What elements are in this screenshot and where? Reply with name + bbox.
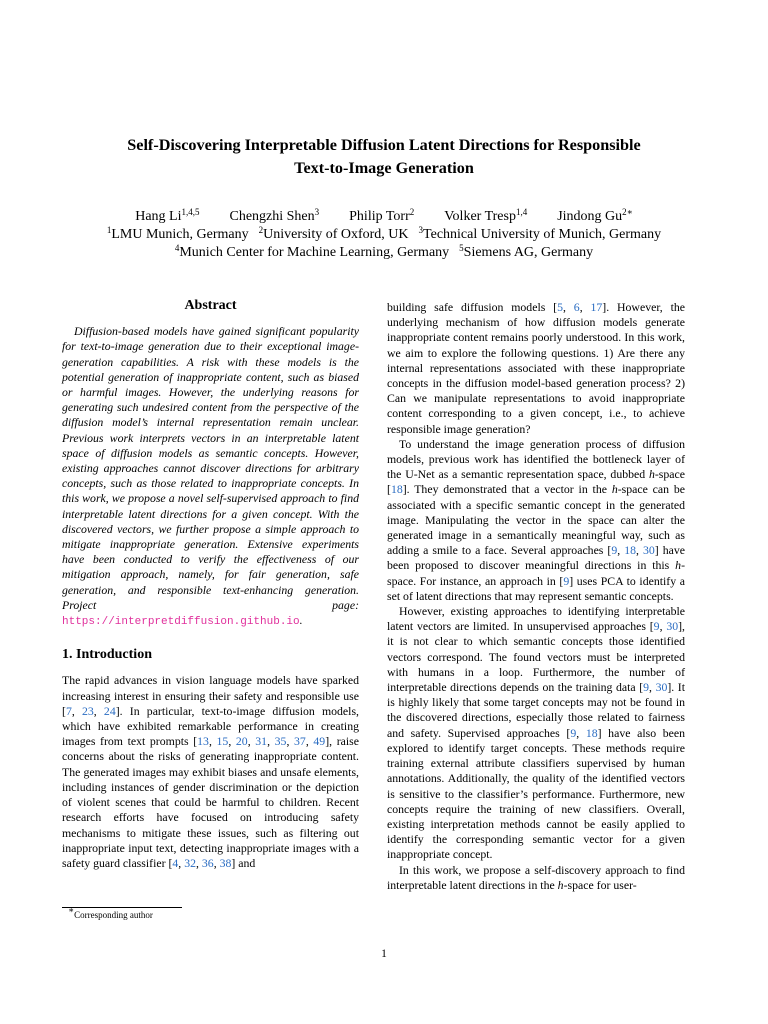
citation[interactable]: 30: [642, 543, 655, 558]
left-column: [62, 298, 359, 871]
author-names: [40, 208, 728, 226]
affiliation-name: LMU Munich, Germany: [111, 227, 249, 242]
affiliation-mark: 4: [174, 243, 180, 253]
affiliation-mark: 5: [459, 243, 464, 253]
paper-title: [60, 134, 708, 180]
author-affiliation-mark: 1,4,5: [181, 207, 200, 217]
author-affiliation-mark: 2∗: [622, 207, 633, 217]
citation[interactable]: 24: [103, 703, 116, 718]
right-column: [387, 300, 685, 893]
citation[interactable]: 18: [624, 543, 637, 558]
citation[interactable]: 20: [235, 734, 248, 749]
affiliation: [107, 227, 249, 242]
citation[interactable]: 30: [666, 619, 679, 634]
author-affiliation-mark: 2: [409, 207, 415, 217]
math-symbol: h: [611, 482, 618, 497]
math-symbol: h: [557, 877, 564, 892]
citation[interactable]: 30: [655, 680, 668, 695]
citation[interactable]: 9: [611, 543, 618, 558]
author-affiliation-mark: 3: [314, 207, 320, 217]
affiliation-mark: 3: [418, 225, 424, 235]
abstract-heading: Abstract: [184, 298, 237, 313]
affiliation: [459, 245, 593, 260]
affiliation-name: Munich Center for Machine Learning, Germany: [179, 245, 450, 260]
citation[interactable]: 32: [184, 855, 196, 870]
footnote-mark: ∗: [68, 905, 75, 915]
affiliation: [175, 245, 449, 260]
citation[interactable]: 7: [65, 703, 72, 718]
author-name: Chengzhi Shen$^3$: [229, 207, 320, 224]
author-affiliation-mark: 1,4: [515, 207, 528, 217]
citation[interactable]: 9: [653, 619, 660, 634]
citation[interactable]: 6: [573, 300, 580, 314]
citation[interactable]: 4: [172, 855, 179, 870]
citation[interactable]: 35: [274, 734, 287, 749]
affiliation-name: Siemens AG, Germany: [463, 245, 594, 260]
math-symbol: h: [675, 558, 682, 573]
intro-paragraph-1: The rapid advances in vision language models have sparked increasing interest in ensuring their safety and responsible use [7, 23, 24]. In particular, text-to-image diffusion models, which have exhibited remarkable performance in creating images from text prompts [13, 15, 20, 31, 35, 37, 49], raise concerns about the risks of generating inappropriate content. The generated images may exhibit biases and unsafe elements, including instances of gender discrimination or the depiction of violent scenes that could be harmful to children. Recent research efforts have focused on introducing safety mechanisms to mitigate these issues, such as filtering out inappropriate input text, detecting inappropriate images with a safety guard classifier [4, 32, 36, 38] and: [62, 673, 359, 870]
author-name: Volker Tresp$^{1,4}$: [444, 207, 528, 224]
citation[interactable]: 9: [570, 725, 577, 740]
right-paragraph-1: building safe diffusion models [5, 6, 17]. However, the underlying mechanism of how diffusion models generate inappropriate content remains poorly understood. In this work, we aim to explore the following questions. 1) Are there any internal representations associated with these inappropriate concepts in the diffusion model-based generation process? 2) Can we manipulate representations to avoid inappropriate content corresponding to a given concept, i.e., to achieve responsible image generation?: [387, 300, 685, 436]
citation[interactable]: 9: [643, 680, 650, 695]
citation[interactable]: 36: [201, 855, 214, 870]
right-paragraph-2: To understand the image generation process of diffusion models, previous work has identified the bottleneck layer of the U-Net as a semantic representation space, dubbed h-space [18]. They demonstrated that a vector in the h-space can be associated with a specific semantic concept in the generated image. Manipulating the vector in the space can alter the generated image in a semantically meaningful way, such as adding a smile to a face. Several approaches [9, 18, 30] have been proposed to discover meaningful directions in this h-space. For instance, an approach in [9] uses PCA to identify a set of latent directions that may represent semantic concepts.: [387, 436, 686, 603]
citation[interactable]: 18: [390, 482, 403, 497]
citation[interactable]: 18: [585, 725, 598, 740]
affiliation-mark: 2: [258, 225, 264, 235]
introduction-heading: 1. Introduction: [62, 647, 152, 663]
affiliations-line-1: [40, 226, 728, 244]
abstract-body: Diffusion-based models have gained significant popularity for text-to-image generation due to their exceptional image-generation capabilities. A risk with these models is the potential generation of inappropriate content, such as biased or harmful images. However, the underlying reasons for generating such undesired content from the perspective of the diffusion model’s internal representation remain unclear. Previous work interprets vectors in an interpretable latent space of diffusion models as semantic concepts. However, existing approaches cannot discover directions for arbitrary concepts, such as those related to inappropriate concepts. In this work, we propose a novel self-supervised approach to find interpretable latent directions for a given concept. With the discovered vectors, we further propose a simple approach to mitigate inappropriate generation. Extensive experiments have been conducted to verify the effectiveness of our mitigation approach, namely, for fair generation, safe generation, and responsible text-enhancing generation. Project page:: [62, 324, 359, 612]
right-paragraph-4: In this work, we propose a self-discovery approach to find interpretable latent directions in the h-space for user-: [387, 862, 685, 892]
citation[interactable]: 15: [216, 734, 229, 749]
affiliation: [259, 227, 409, 242]
footnote-rule: [62, 907, 182, 908]
citation[interactable]: 13: [197, 734, 209, 749]
project-page-link[interactable]: https://interpretdiffusion.github.io: [62, 616, 300, 629]
footnote: [68, 905, 153, 920]
footnote-text: Corresponding author: [74, 910, 153, 920]
citation[interactable]: 49: [313, 734, 326, 749]
affiliation-name: University of Oxford, UK: [263, 227, 409, 242]
affiliations-line-2: [40, 244, 728, 262]
page-number: 1: [381, 948, 387, 960]
author-name: Jindong $Gu^{2∗}$: [557, 207, 633, 224]
author-name: Philip Torr$^2$: [349, 207, 415, 224]
abstract-text: Diffusion-based models have gained significant popularity for text-to-image generation due to their exceptional image-generation capabilities. A risk with these models is the potential generation of inappropriate content, such as biased or harmful images. However, the underlying reasons for generating such undesired content from the perspective of the diffusion model’s internal representation remain unclear. Previous work interprets vectors in an interpretable latent space of diffusion models as semantic concepts. However, existing approaches cannot discover directions for arbitrary concepts, such as those related to inappropriate concepts. In this work, we propose a novel self-supervised approach to find interpretable latent directions for a given concept. With the discovered vectors, we further propose a simple approach to mitigate inappropriate generation. Extensive experiments have been conducted to verify the effectiveness of our mitigation approach, namely, for fair generation, safe generation, and responsible text-enhancing generation. Project page: https://interpretdiffusion.github.io.: [62, 324, 359, 629]
title-line-2: Text-to-Image Generation: [294, 159, 474, 177]
affiliation-name: Technical University of Munich, Germany: [423, 227, 662, 242]
affiliation: [419, 227, 662, 242]
citation[interactable]: 17: [590, 300, 603, 314]
math-symbol: h: [648, 467, 655, 482]
citation[interactable]: 31: [255, 734, 268, 749]
author-name: Hang Li$^{1,4,5}$: [135, 207, 200, 224]
citation[interactable]: 38: [219, 855, 232, 870]
citation[interactable]: 37: [294, 734, 306, 749]
citation[interactable]: 23: [81, 703, 94, 718]
right-paragraph-3: However, existing approaches to identifying interpretable latent vectors are limited. In unsupervised approaches [9, 30], it is not clear to which semantic concepts those identified vectors correspond. The found vectors must be interpreted with humans in a loop. Furthermore, the number of interpretable directions depends on the training data [9, 30]. It is highly likely that some target concepts may not be found in the discovered directions, especially those related to fairness and safety. Supervised approaches [9, 18] have also been explored to identify target concepts. These methods require training external attribute classifiers supervised by human annotations. Additionally, the quality of the identified vectors is sensitive to the classifier’s performance. Furthermore, new concepts require the training of new classifiers. Overall, existing interpretation methods cannot be easily applied to identify the corresponding semantic vector for a given inappropriate concept.: [387, 604, 685, 862]
author-block: [40, 208, 728, 262]
affiliation-mark: 1: [106, 225, 112, 235]
title-line-1: Self-Discovering Interpretable Diffusion Latent Directions for Responsible: [127, 136, 641, 154]
citation[interactable]: 5: [557, 300, 563, 314]
citation[interactable]: 9: [563, 573, 570, 588]
